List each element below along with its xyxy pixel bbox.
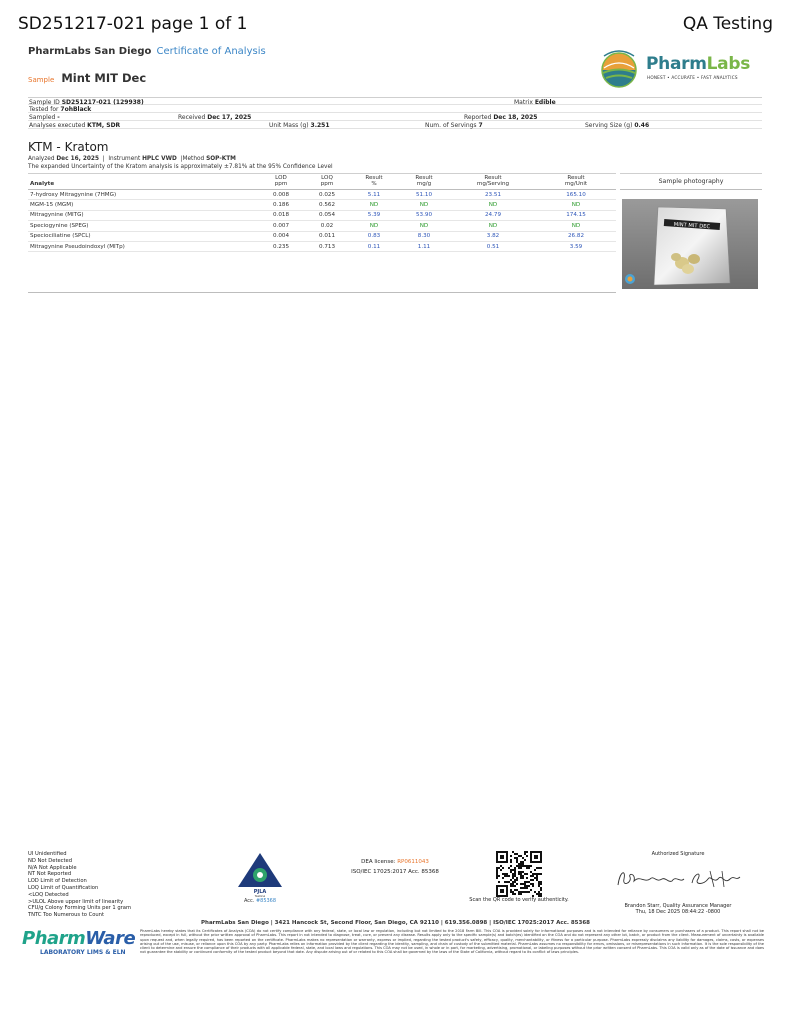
- qa-testing-title: QA Testing: [682, 14, 773, 34]
- logo-tagline: HONEST • ACCURATE • FAST ANALYTICS: [647, 75, 738, 80]
- lab-name: PharmLabs San Diego: [28, 46, 152, 57]
- cell-pct: ND: [350, 221, 398, 231]
- sample-name: Mint MIT Dec: [61, 71, 147, 85]
- cell-analyte: Speciogynine (SPEG): [28, 221, 258, 231]
- sample-photography: [620, 173, 762, 293]
- legend-item: UI Unidentified: [28, 851, 67, 857]
- cell-analyte: Mitragynine Pseudoindoxyl (MITp): [28, 241, 258, 251]
- cell-pct: 0.83: [350, 231, 398, 241]
- cell-mgg: ND: [398, 221, 450, 231]
- analysis-meta: Analyzed Dec 16, 2025 | Instrument HPLC VWD |Method SOP-KTM: [28, 156, 236, 162]
- lab-line: [28, 46, 266, 57]
- cell-serving: ND: [450, 221, 536, 231]
- cell-analyte: MGM-15 (MGM): [28, 200, 258, 210]
- legend-item: ND Not Detected: [28, 857, 73, 864]
- cell-lod: 0.007: [258, 221, 304, 231]
- pjla-acc-number: Acc. #85368: [243, 898, 277, 904]
- cell-serving: ND: [450, 200, 536, 210]
- cell-pct: 5.11: [350, 190, 398, 200]
- cell-serving: 0.51: [450, 241, 536, 251]
- signature-label: Authorized Signature: [651, 851, 705, 857]
- table-row: [28, 241, 616, 251]
- legend-item: N/A Not Applicable: [28, 864, 77, 871]
- svg-text:MINT MIT DEC: MINT MIT DEC: [673, 221, 711, 231]
- cell-lod: 0.018: [258, 210, 304, 220]
- cell-pct: 0.11: [350, 241, 398, 251]
- signer-details: Brandon Starr, Quality Assurance Manager Thu, 18 Dec 2025 08:44:22 -0800: [624, 903, 732, 916]
- sample-id: Sample ID SD251217-021 (129938): [29, 99, 144, 106]
- cell-loq: 0.02: [304, 221, 350, 231]
- svg-text:PJLA: PJLA: [253, 889, 267, 895]
- cell-unit: 26.82: [536, 231, 616, 241]
- col-result-mgg: Result mg/g: [398, 174, 450, 190]
- legend-item: CFU/g Colony Forming Units per 1 gram: [28, 905, 132, 912]
- cell-mgg: ND: [398, 200, 450, 210]
- cell-loq: 0.025: [304, 190, 350, 200]
- legend-item: NT Not Reported: [28, 871, 72, 878]
- lab-address: PharmLabs San Diego | 3421 Hancock St, Second Floor, San Diego, CA 92110 | 619.356.0898 | ISO/IEC 17025:2017 Acc. 85368: [201, 920, 590, 926]
- cell-lod: 0.235: [258, 241, 304, 251]
- cell-analyte: Mitragynine (MITG): [28, 210, 258, 220]
- pharmlabs-logo: [596, 44, 766, 92]
- cell-serving: 23.51: [450, 190, 536, 200]
- cell-mgg: 53.90: [398, 210, 450, 220]
- results-table: [28, 173, 616, 293]
- cell-loq: 0.011: [304, 231, 350, 241]
- sample-photo-image: [622, 199, 758, 289]
- cell-mgg: 51.10: [398, 190, 450, 200]
- table-header-row: [28, 174, 616, 190]
- cell-lod: 0.186: [258, 200, 304, 210]
- legend-item: TNTC Too Numerous to Count: [28, 912, 104, 919]
- info-row: [28, 105, 762, 113]
- verification-qr-code[interactable]: [496, 851, 542, 897]
- cell-lod: 0.004: [258, 231, 304, 241]
- uncertainty-note: The expanded Uncertainty of the Kratom analysis is approximately ±7.81% at the 95% Confidence Level: [28, 164, 333, 170]
- dea-license: DEA license: RP0611043 ISO/IEC 17025:2017 Acc. 85368: [340, 857, 450, 877]
- col-result-pct: Result %: [350, 174, 398, 190]
- abbreviation-legend: [28, 851, 131, 919]
- photo-heading: Sample photography: [620, 174, 762, 190]
- sample-info: [28, 97, 762, 129]
- reported: Reported Dec 18, 2025: [464, 114, 538, 121]
- unit-mass: Unit Mass (g) 3.251: [269, 122, 330, 129]
- info-row: [28, 113, 762, 121]
- cell-serving: 24.79: [450, 210, 536, 220]
- cell-loq: 0.713: [304, 241, 350, 251]
- num-servings: Num. of Servings 7: [425, 122, 483, 129]
- pjla-accreditation: [234, 851, 286, 907]
- matrix: Matrix Edible: [514, 99, 556, 106]
- cell-unit: 174.15: [536, 210, 616, 220]
- sample-tag: Sample: [28, 76, 55, 84]
- section-title: KTM - Kratom: [28, 140, 109, 154]
- qr-caption: Scan the QR code to verify authenticity.: [469, 897, 569, 903]
- cell-loq: 0.054: [304, 210, 350, 220]
- cell-mgg: 1.11: [398, 241, 450, 251]
- legend-item: LOD Limit of Detection: [28, 878, 87, 885]
- cell-serving: 3.82: [450, 231, 536, 241]
- legend-item: >ULOL Above upper limit of linearity: [28, 898, 124, 905]
- received: Received Dec 17, 2025: [178, 114, 252, 121]
- globe-logo-icon: [596, 46, 642, 90]
- pjla-logo-icon: [234, 851, 286, 897]
- sample-line: [28, 67, 146, 86]
- col-result-serving: Result mg/Serving: [450, 174, 536, 190]
- legal-disclaimer: PharmLabs hereby states that its Certificates of Analysis (COA) do not certify compliance with any federal, state, or local law or regulation, including but not limited to the 2018 Farm Bill. This COA is provided solely for informational purposes and is not intended for reliance by consumers or purchasers of a product. This report shall not be reproduced, except in full, without the prior written approval of PharmLabs. This report in not intended to diagnose, treat, cure, or prevent any disease. Results apply only to the specific sample(s) and batch(es) identified on the COA and do not represent any other lot, batch, or product from the client. Measurement of uncertainty is available upon request and, when legally required, has been reported on the certificate. PharmLabs makes no representation or warranty, express or implied, regarding the tested product's safety, efficacy, quality, merchantability, or fitness for a particular purpose. PharmLabs expressly disclaims any liability for damages, claims, costs, or expenses arising out of the use, misuse, or reliance upon this COA by any party. PharmLabs relies on information provided by the client regarding the identity, sampling, and chain of custody of the submitted material. PharmLabs assumes no responsibility for errors, omissions, or misrepresentations in such information. It is the sole responsibility of the client to determine and ensure the compliance of their products with all applicable federal, state, and local laws and regulations. This COA may not be used, in whole or in part, for marketing, advertising, promotional, or labeling purposes without the prior written consent of PharmLabs. This COA is valid only as of the date of issuance and does not guarantee the stability or continued conformity of the tested product beyond that date. Any dispute arising out of or related to this COA shall be governed by the laws of the State of California, without regard to its conflict of laws principles.: [140, 929, 764, 955]
- cell-unit: ND: [536, 200, 616, 210]
- col-analyte: Analyte: [28, 174, 258, 190]
- cell-pct: ND: [350, 200, 398, 210]
- cell-loq: 0.562: [304, 200, 350, 210]
- cell-mgg: 8.30: [398, 231, 450, 241]
- table-row: [28, 231, 616, 241]
- legend-item: LOQ Limit of Quantification: [28, 884, 99, 891]
- sampled: Sampled -: [29, 114, 60, 121]
- serving-size: Serving Size (g) 0.46: [585, 122, 650, 129]
- col-loq: LOQ ppm: [304, 174, 350, 190]
- tested-for: Tested for 7ohBlack: [29, 106, 92, 113]
- cell-unit: ND: [536, 221, 616, 231]
- table-row: [28, 200, 616, 210]
- table-row: [28, 221, 616, 231]
- document-type: Certificate of Analysis: [156, 46, 266, 57]
- cell-analyte: 7-hydroxy Mitragynine (7HMG): [28, 190, 258, 200]
- authorized-signature: [604, 851, 752, 857]
- cell-unit: 3.59: [536, 241, 616, 251]
- col-lod: LOD ppm: [258, 174, 304, 190]
- col-result-unit: Result mg/Unit: [536, 174, 616, 190]
- logo-brand: PharmLabs: [646, 54, 751, 74]
- info-row: [28, 121, 762, 129]
- cell-unit: 165.10: [536, 190, 616, 200]
- cell-lod: 0.008: [258, 190, 304, 200]
- svg-text:Testing: Testing: [254, 894, 266, 897]
- table-row: [28, 210, 616, 220]
- handwritten-signature: [610, 865, 746, 893]
- info-row: [28, 97, 762, 105]
- cell-pct: 5.39: [350, 210, 398, 220]
- page-header: [18, 14, 773, 40]
- iso-accreditation: ISO/IEC 17025:2017 Acc. 85368: [351, 869, 439, 875]
- legend-item: <LOQ Detected: [28, 891, 69, 898]
- cell-analyte: Speciociliatine (SPCL): [28, 231, 258, 241]
- pharmware-logo: PharmWare LABORATORY LIMS & ELN: [22, 928, 136, 956]
- analyses-executed: Analyses executed KTM, SDR: [29, 122, 121, 129]
- table-row: [28, 190, 616, 200]
- document-id: SD251217-021 page 1 of 1: [18, 14, 248, 34]
